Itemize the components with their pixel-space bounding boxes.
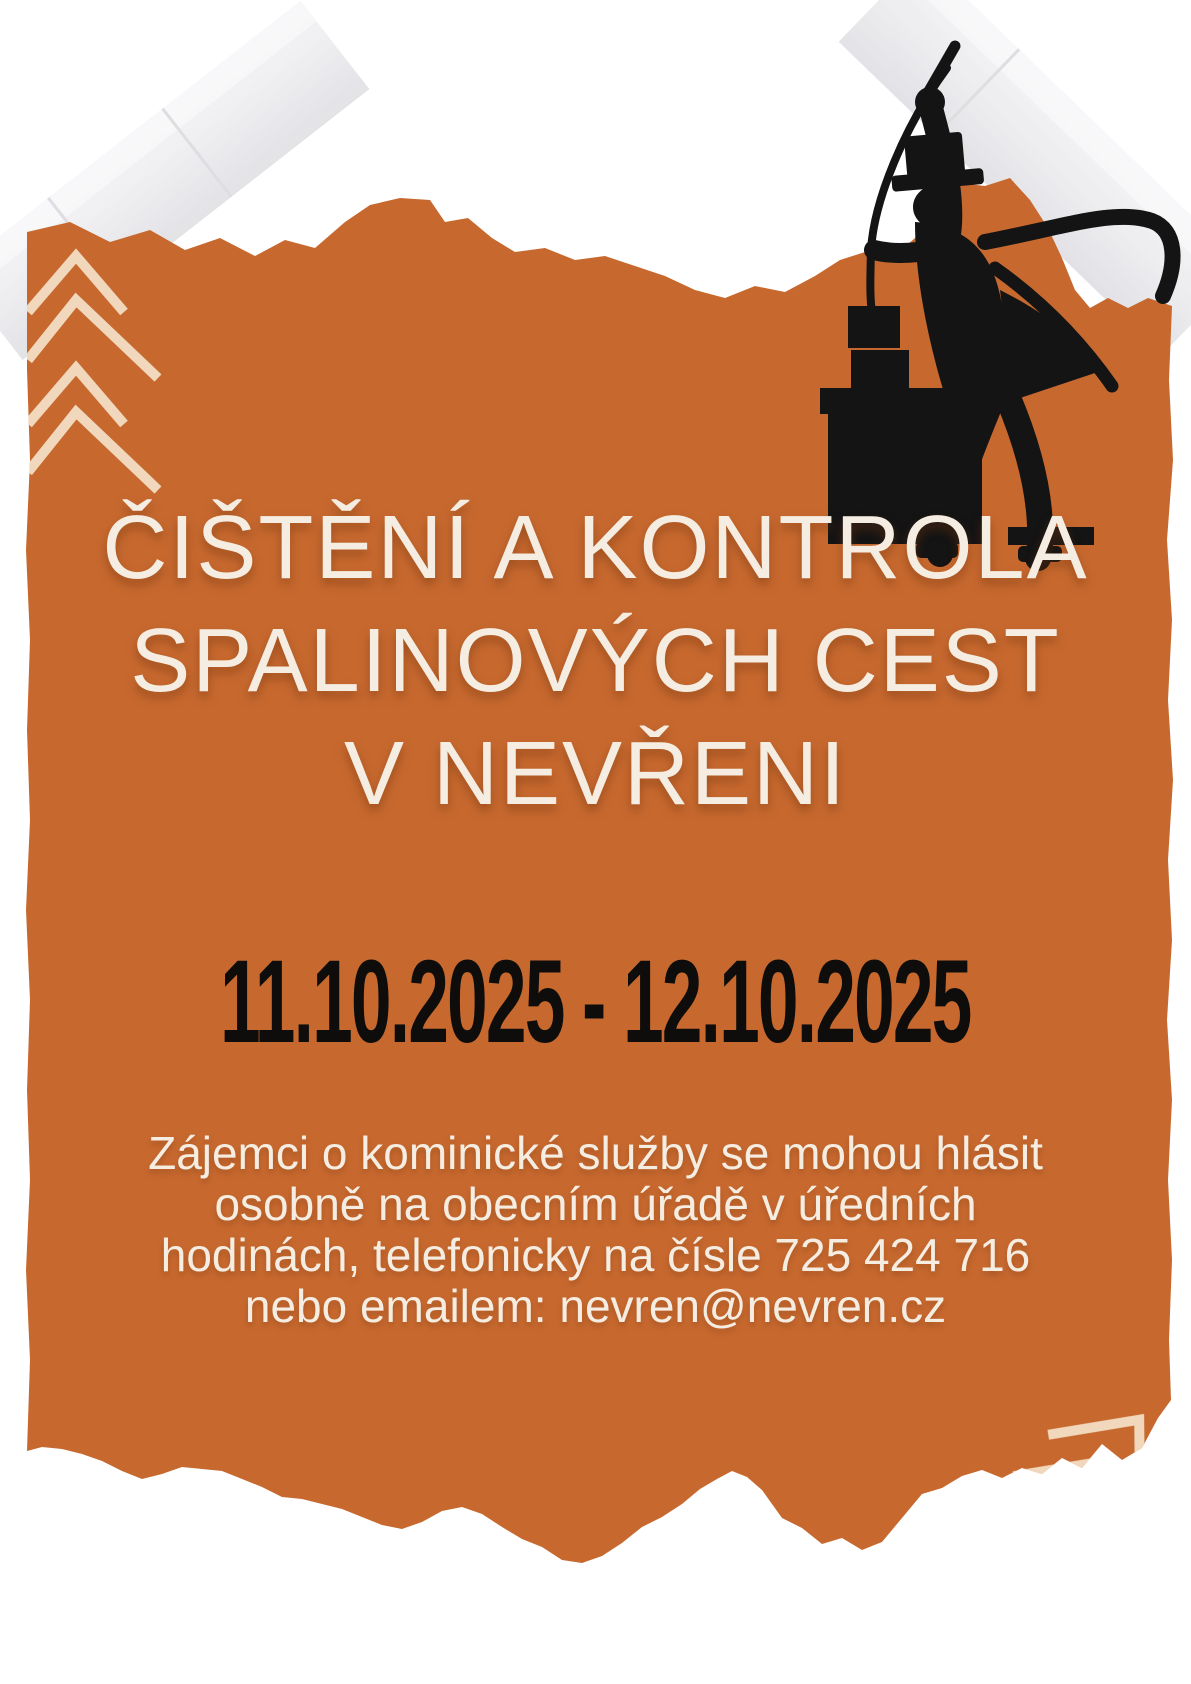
body-text-line-1: Zájemci o kominické služby se mohou hlásit (148, 1127, 1043, 1179)
poster-title-line-3: V NEVŘENI (343, 724, 848, 824)
poster-title-line-1: ČIŠTĚNÍ A KONTROLA (102, 498, 1089, 598)
event-date-range: 11.10.2025 - 12.10.2025 (220, 936, 971, 1068)
body-text-line-3: hodinách, telefonicky na čísle 725 424 716 (160, 1229, 1031, 1281)
body-text-line-2: osobně na obecním úřadě v úředních (214, 1178, 977, 1230)
body-text-line-4: nebo emailem: nevren@nevren.cz (244, 1280, 947, 1332)
poster-title-line-2: SPALINOVÝCH CEST (130, 611, 1061, 711)
